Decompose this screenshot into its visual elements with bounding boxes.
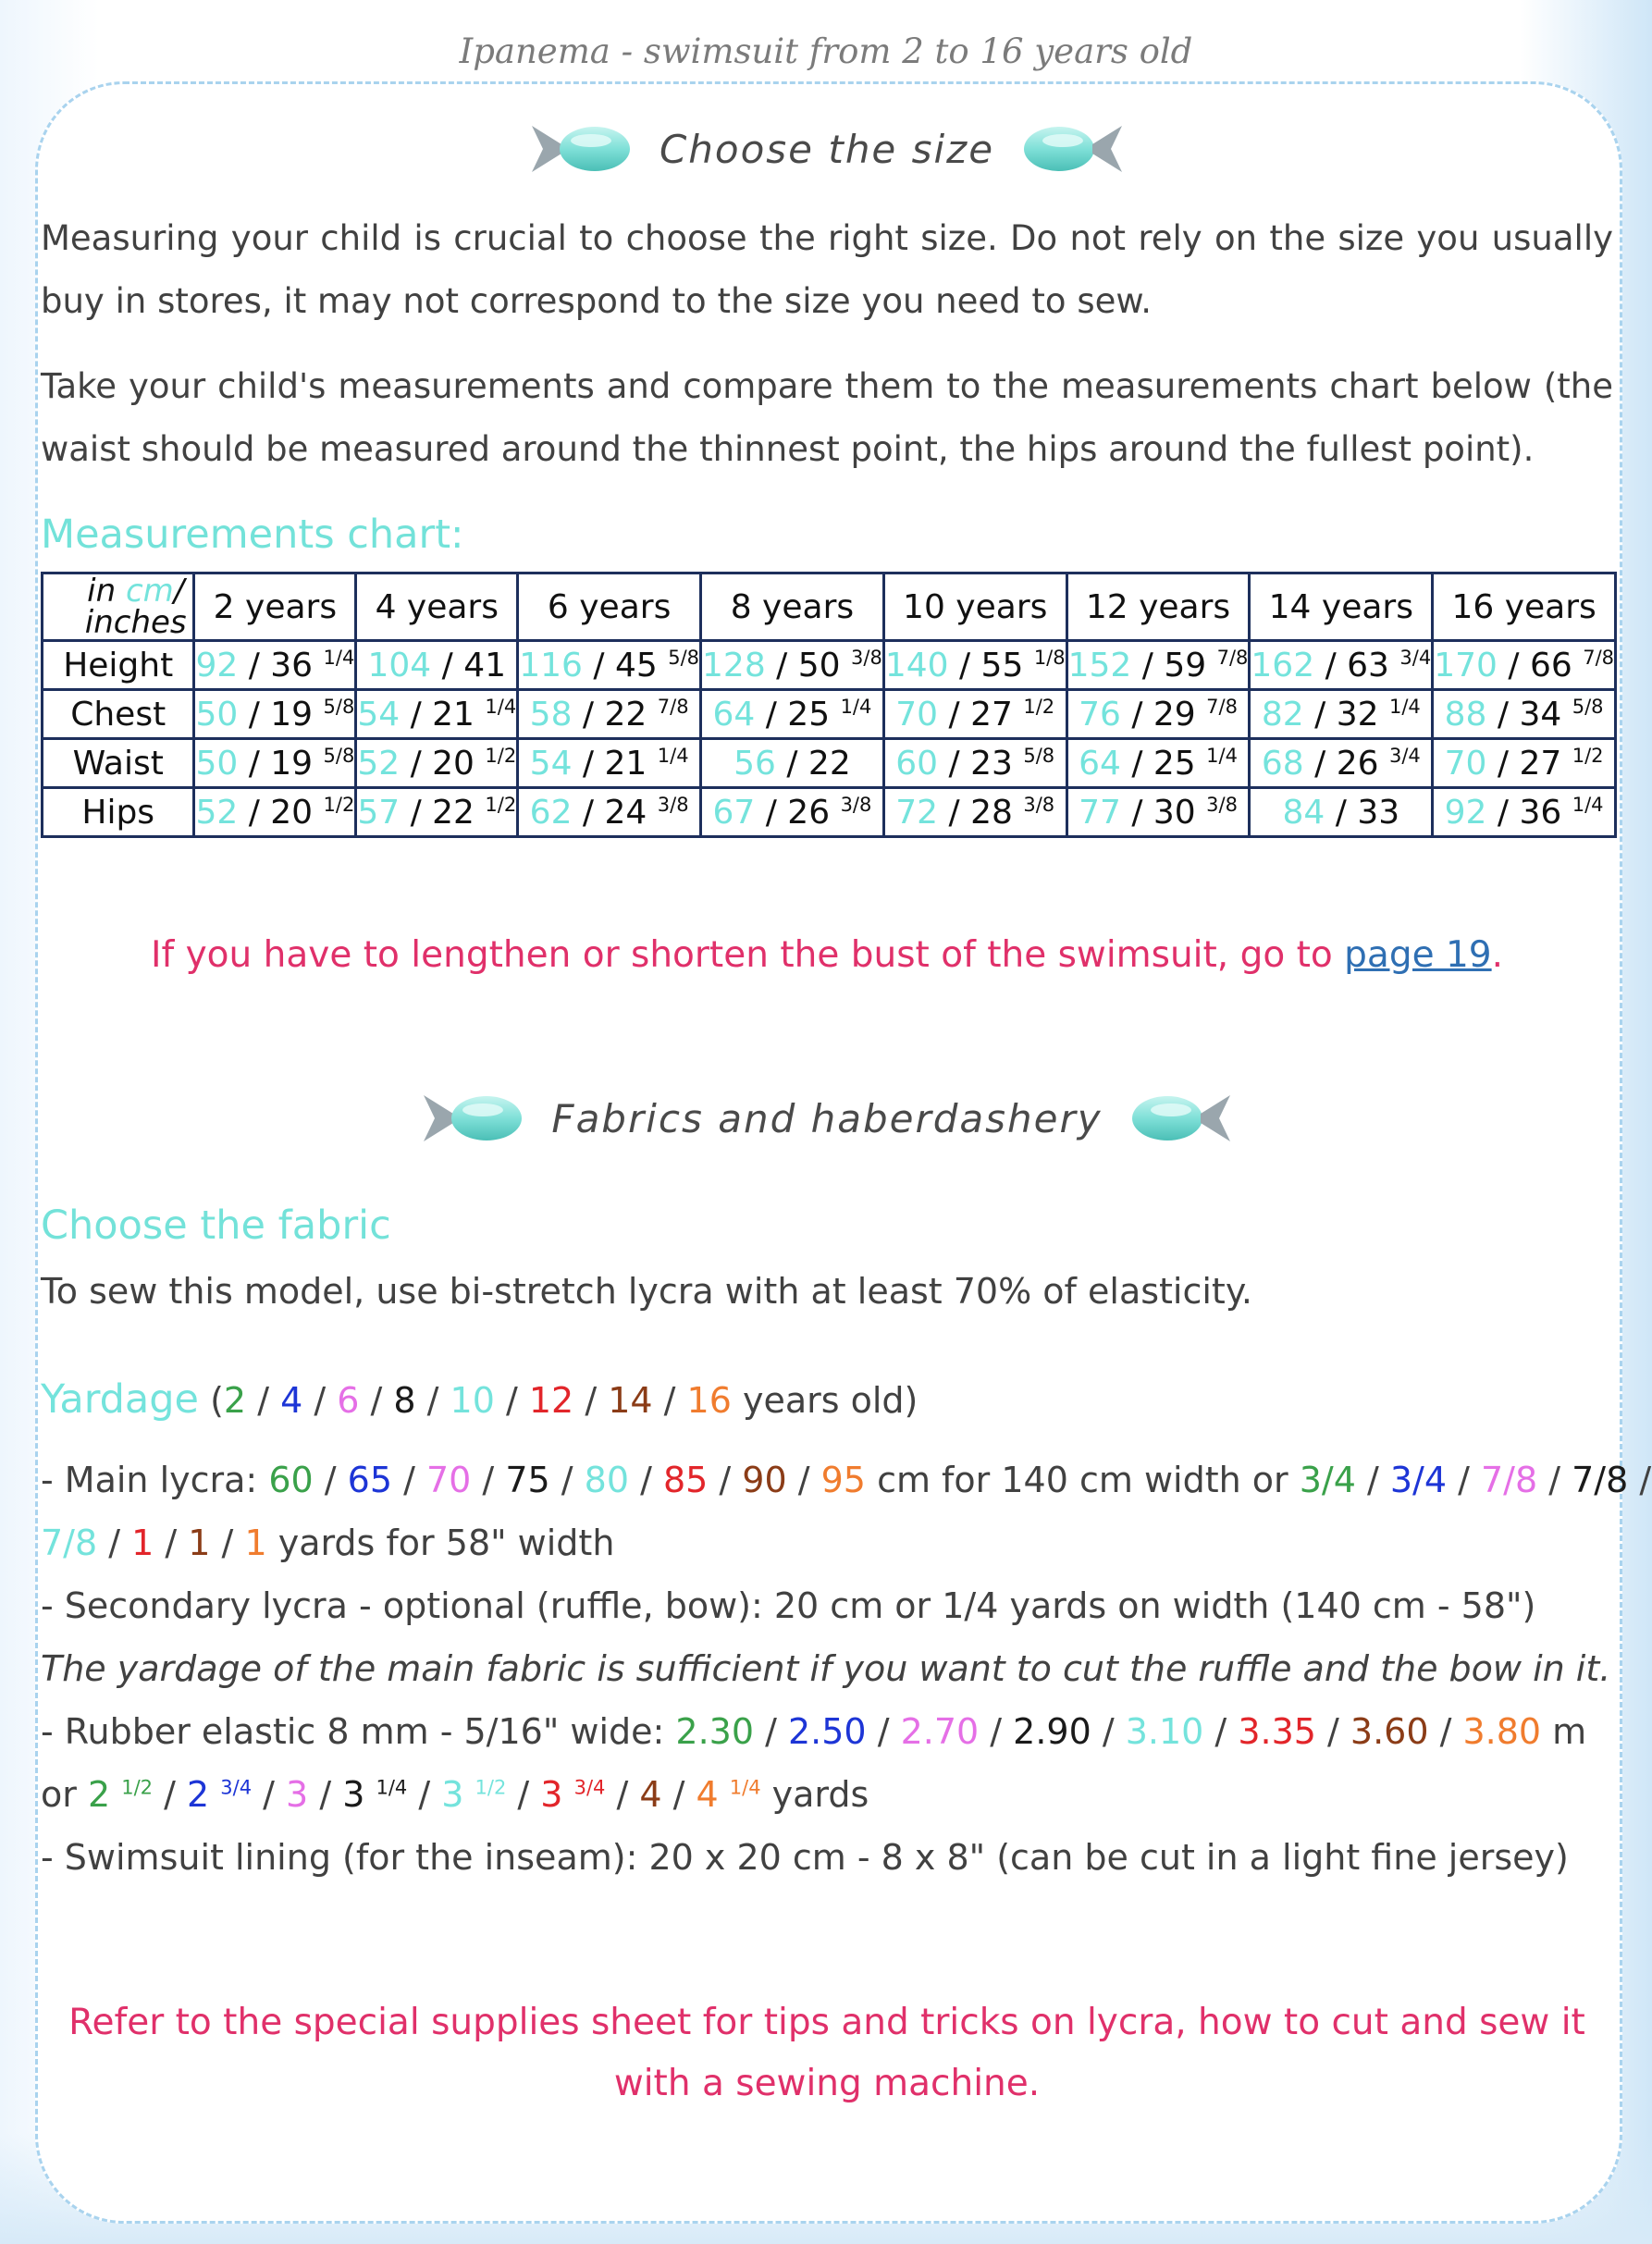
inch-fraction: 1/4: [1572, 793, 1604, 816]
age-value: 14: [608, 1380, 653, 1421]
inch-fraction: 5/8: [323, 695, 355, 718]
elastic-line: - Rubber elastic 8 mm - 5/16" wide: 2.30 / 2.50 / 2.70 / 2.90 / 3.10 / 3.35 / 3.60 / 3.80 m: [41, 1711, 1587, 1752]
secondary-lycra-line: - Secondary lycra - optional (ruffle, bow): 20 cm or 1/4 yards on width (140 cm - 58"): [41, 1585, 1536, 1626]
table-cell: 92 / 36 $^{1/4}$: [1433, 788, 1616, 837]
yard-amount: 1: [131, 1523, 154, 1563]
table-cell: 162 / 63 $^{3/4}$: [1250, 641, 1433, 690]
inch-fraction: 1/4: [323, 646, 355, 669]
cm-value: 67: [712, 793, 756, 832]
yardage-line: Yardage (2 / 4 / 6 / 8 / 10 / 12 / 14 / 16 years old): [41, 1376, 918, 1423]
cm-value: 52: [195, 793, 239, 832]
section-title-size-text: Choose the size: [659, 126, 995, 172]
measurements-paragraph: Take your child's measurements and compare them to the measurements chart below (the waist should be measured around the thinnest point, the hips around the fullest point).: [41, 366, 1613, 469]
inch-value: 27: [970, 695, 1013, 734]
cm-value: 82: [1261, 695, 1304, 734]
cm-value: 84: [1282, 793, 1325, 832]
inch-value: 27: [1519, 744, 1562, 783]
table-cell: 54 / 21 $^{1/4}$: [356, 690, 518, 739]
lining-line: - Swimsuit lining (for the inseam): 20 x 20 cm - 8 x 8" (can be cut in a light fine jersey): [41, 1837, 1569, 1878]
table-cell: 50 / 19 $^{5/8}$: [194, 739, 356, 788]
yard-amount: 1: [244, 1523, 267, 1563]
elastic-yard-whole: 2: [87, 1774, 111, 1815]
cm-value: 92: [1444, 793, 1487, 832]
table-cell: 77 / 30 $^{3/8}$: [1066, 788, 1250, 837]
cm-value: 64: [712, 695, 756, 734]
table-cell: 54 / 21 $^{1/4}$: [518, 739, 701, 788]
table-cell: 92 / 36 $^{1/4}$: [194, 641, 356, 690]
yard-amount: 7/8: [41, 1523, 98, 1563]
cm-value: 70: [895, 695, 939, 734]
inch-value: 66: [1529, 646, 1572, 684]
cm-value: 162: [1251, 646, 1315, 684]
elastic-line-2: or 2 $^{1/2}$ / 2 $^{3/4}$ / 3 / 3 $^{1/4}$ / 3 $^{1/2}$ / 3 $^{3/4}$ / 4 / 4 $^{1/4}$ yards: [41, 1774, 869, 1815]
elastic-yard-whole: 3: [441, 1774, 464, 1815]
table-cell: 67 / 26 $^{3/8}$: [701, 788, 884, 837]
main-lycra-line: - Main lycra: 60 / 65 / 70 / 75 / 80 / 85 / 90 / 95 cm for 140 cm width or 3/4 / 3/4 / 7/8 / 7/8 /: [41, 1460, 1652, 1500]
cm-amount: 90: [742, 1460, 787, 1500]
inch-value: 25: [1153, 744, 1196, 783]
inch-fraction: 3/8: [1206, 793, 1238, 816]
cm-value: 77: [1079, 793, 1121, 832]
column-header: 10 years: [883, 573, 1066, 641]
inch-fraction: 1/2: [1572, 744, 1604, 767]
cm-value: 54: [357, 695, 401, 734]
cm-value: 50: [195, 744, 239, 783]
inch-value: 24: [604, 793, 647, 832]
row-label: Hips: [43, 788, 194, 837]
cm-value: 56: [734, 744, 776, 783]
table-row: [43, 788, 1616, 837]
column-header: 14 years: [1250, 573, 1433, 641]
chart-heading: Measurements chart:: [41, 512, 464, 558]
table-row: [43, 739, 1616, 788]
cm-value: 170: [1434, 646, 1498, 684]
supplies-note: Refer to the special supplies sheet for tips and tricks on lycra, how to cut and sew it with a sewing machine.: [68, 2002, 1585, 2104]
inch-value: 22: [604, 695, 647, 734]
table-cell: 62 / 24 $^{3/8}$: [518, 788, 701, 837]
inch-fraction: 1/4: [1388, 695, 1421, 718]
table-row: [43, 690, 1616, 739]
inch-fraction: 5/8: [1572, 695, 1604, 718]
elastic-yard-whole: 3: [342, 1774, 365, 1815]
inch-value: 36: [1519, 793, 1562, 832]
table-cell: 76 / 29 $^{7/8}$: [1066, 690, 1250, 739]
cm-value: 140: [884, 646, 949, 684]
table-row: [43, 641, 1616, 690]
inch-fraction: 5/8: [323, 744, 355, 767]
yard-amount: 7/8: [1572, 1460, 1629, 1500]
page-header: Ipanema - swimsuit from 2 to 16 years old: [459, 31, 1193, 71]
main-yards-list: 3/4 / 3/4 / 7/8 / 7/8 /: [1299, 1460, 1652, 1500]
table-cell: 70 / 27 $^{1/2}$: [883, 690, 1066, 739]
inch-fraction: 3/8: [851, 646, 882, 669]
cm-amount: 70: [425, 1460, 472, 1500]
elastic-m-amount: 2.70: [900, 1711, 980, 1752]
elastic-yard-fraction: 3/4: [220, 1776, 253, 1799]
age-value: 10: [450, 1380, 495, 1421]
fabric-text: To sew this model, use bi-stretch lycra with at least 70% of elasticity.: [41, 1271, 1252, 1312]
elastic-m-amount: 2.50: [788, 1711, 867, 1752]
table-cell: 52 / 20 $^{1/2}$: [194, 788, 356, 837]
fabric-heading: Choose the fabric: [41, 1202, 391, 1249]
table-cell: 82 / 32 $^{1/4}$: [1250, 690, 1433, 739]
inch-value: 33: [1357, 793, 1400, 832]
bust-note: If you have to lengthen or shorten the bust of the swimsuit, go to page 19.: [150, 934, 1504, 976]
table-cell: 72 / 28 $^{3/8}$: [883, 788, 1066, 837]
inch-fraction: 5/8: [668, 646, 700, 669]
inch-value: 20: [432, 744, 475, 783]
inch-fraction: 1/2: [485, 744, 517, 767]
cm-value: 58: [529, 695, 573, 734]
inch-fraction: 1/2: [323, 793, 355, 816]
main-lycra-line-2: 7/8 / 1 / 1 / 1 yards for 58" width: [41, 1523, 615, 1563]
inch-fraction: 3/8: [840, 793, 872, 816]
column-header: 8 years: [701, 573, 884, 641]
inch-value: 23: [970, 744, 1013, 783]
cm-value: 104: [367, 646, 432, 684]
inch-fraction: 3/4: [1388, 744, 1421, 767]
table-cell: 116 / 45 $^{5/8}$: [518, 641, 701, 690]
inch-fraction: 1/2: [485, 793, 517, 816]
cm-value: 92: [195, 646, 239, 684]
cm-value: 76: [1079, 695, 1121, 734]
table-cell: 70 / 27 $^{1/2}$: [1433, 739, 1616, 788]
table-cell: 152 / 59 $^{7/8}$: [1066, 641, 1250, 690]
cm-value: 50: [195, 695, 239, 734]
inch-value: 29: [1153, 695, 1196, 734]
measurements-table: [41, 572, 1617, 838]
column-header: 4 years: [356, 573, 518, 641]
cm-value: 54: [529, 744, 573, 783]
inch-fraction: 7/8: [1216, 646, 1249, 669]
elastic-m-amount: 2.90: [1013, 1711, 1091, 1752]
cm-value: 152: [1067, 646, 1132, 684]
inch-fraction: 7/8: [657, 695, 689, 718]
candy-fish-left-icon: [422, 1088, 524, 1149]
age-list: 2 / 4 / 6 / 8 / 10 / 12 / 14 / 16: [223, 1380, 732, 1421]
inch-value: 22: [432, 793, 475, 832]
cm-value: 57: [357, 793, 401, 832]
table-cell: 56 / 22: [701, 739, 884, 788]
cm-value: 116: [519, 646, 583, 684]
cm-value: 62: [529, 793, 573, 832]
age-value: 6: [337, 1380, 360, 1421]
cm-value: 88: [1444, 695, 1487, 734]
elastic-yard-whole: 2: [187, 1774, 210, 1815]
elastic-yard-fraction: 1/4: [376, 1776, 408, 1799]
age-value: 2: [223, 1380, 247, 1421]
inch-value: 36: [270, 646, 314, 684]
elastic-yard-whole: 4: [696, 1774, 719, 1815]
inch-value: 22: [808, 744, 851, 783]
age-value: 8: [393, 1380, 416, 1421]
cm-value: 52: [357, 744, 401, 783]
inch-value: 34: [1519, 695, 1562, 734]
row-label: Height: [43, 641, 194, 690]
section-title-fabrics: [41, 1088, 1613, 1149]
inch-fraction: 3/8: [657, 793, 689, 816]
elastic-yards-list: 2 $^{1/2}$ / 2 $^{3/4}$ / 3 / 3 $^{1/4}$ / 3 $^{1/2}$ / 3 $^{3/4}$ / 4 / 4 $^{1/4}$: [87, 1774, 761, 1815]
inch-value: 21: [432, 695, 475, 734]
table-cell: 128 / 50 $^{3/8}$: [701, 641, 884, 690]
inch-value: 25: [787, 695, 831, 734]
inch-fraction: 1/4: [485, 695, 517, 718]
inch-value: 19: [270, 744, 314, 783]
cm-amount: 85: [662, 1460, 709, 1500]
elastic-m-amount: 3.10: [1125, 1711, 1204, 1752]
yard-amount: 3/4: [1389, 1460, 1448, 1500]
elastic-m-list: 2.30 / 2.50 / 2.70 / 2.90 / 3.10 / 3.35 / 3.60 / 3.80: [675, 1711, 1542, 1752]
table-cell: 52 / 20 $^{1/2}$: [356, 739, 518, 788]
inch-value: 50: [797, 646, 841, 684]
table-cell: 64 / 25 $^{1/4}$: [1066, 739, 1250, 788]
candy-fish-right-icon: [1022, 118, 1124, 179]
elastic-m-amount: 3.35: [1238, 1711, 1316, 1752]
table-cell: 60 / 23 $^{5/8}$: [883, 739, 1066, 788]
column-header: 16 years: [1433, 573, 1616, 641]
cm-value: 60: [895, 744, 939, 783]
inch-value: 30: [1153, 793, 1196, 832]
inch-value: 21: [604, 744, 647, 783]
measuring-paragraph: Measuring your child is crucial to choose the right size. Do not rely on the size you usually buy in stores, it may not correspond to the size you need to sew.: [41, 218, 1613, 321]
inch-fraction: 1/2: [1023, 695, 1055, 718]
table-cell: 50 / 19 $^{5/8}$: [194, 690, 356, 739]
inch-fraction: 7/8: [1206, 695, 1238, 718]
elastic-yard-whole: 3: [286, 1774, 309, 1815]
inch-value: 59: [1164, 646, 1207, 684]
column-header: 6 years: [518, 573, 701, 641]
elastic-m-amount: 3.80: [1462, 1711, 1542, 1752]
table-body: [43, 641, 1616, 837]
cm-amount: 80: [584, 1460, 629, 1500]
inch-fraction: 5/8: [1023, 744, 1055, 767]
inch-fraction: 1/4: [840, 695, 872, 718]
inch-value: 45: [614, 646, 658, 684]
main-yards-list-cont: 7/8 / 1 / 1 / 1: [41, 1523, 267, 1563]
table-cell: 170 / 66 $^{7/8}$: [1433, 641, 1616, 690]
cm-value: 70: [1444, 744, 1487, 783]
column-header: 2 years: [194, 573, 356, 641]
inch-value: 20: [270, 793, 314, 832]
inch-value: 19: [270, 695, 314, 734]
cm-amount: 95: [820, 1460, 866, 1500]
candy-fish-right-icon: [1130, 1088, 1232, 1149]
cm-value: 72: [895, 793, 939, 832]
table-cell: 84 / 33: [1250, 788, 1433, 837]
cm-value: 68: [1261, 744, 1304, 783]
yard-amount: 3/4: [1299, 1460, 1356, 1500]
elastic-yard-fraction: 1/2: [475, 1776, 507, 1799]
elastic-m-amount: 3.60: [1350, 1711, 1429, 1752]
inch-value: 28: [970, 793, 1013, 832]
table-cell: 104 / 41: [356, 641, 518, 690]
yardage-note: The yardage of the main fabric is sufficient if you want to cut the ruffle and the bow in it.: [41, 1648, 1611, 1689]
inch-value: 63: [1347, 646, 1389, 684]
elastic-m-amount: 2.30: [675, 1711, 755, 1752]
inch-value: 26: [787, 793, 831, 832]
elastic-yard-fraction: 1/4: [729, 1776, 761, 1799]
inch-fraction: 3/4: [1399, 646, 1432, 669]
column-header: 12 years: [1066, 573, 1250, 641]
inch-value: 55: [980, 646, 1024, 684]
inch-value: 41: [463, 646, 507, 684]
table-cell: 57 / 22 $^{1/2}$: [356, 788, 518, 837]
age-value: 4: [280, 1380, 303, 1421]
cm-amount: 75: [505, 1460, 550, 1500]
table-cell: 68 / 26 $^{3/4}$: [1250, 739, 1433, 788]
table-header-row: [43, 573, 1616, 641]
table-cell: 140 / 55 $^{1/8}$: [883, 641, 1066, 690]
yard-amount: 1: [188, 1523, 211, 1563]
row-label: Chest: [43, 690, 194, 739]
main-cm-list: 60 / 65 / 70 / 75 / 80 / 85 / 90 / 95: [268, 1460, 866, 1500]
table-cell: 58 / 22 $^{7/8}$: [518, 690, 701, 739]
inch-fraction: 1/4: [1206, 744, 1238, 767]
inch-value: 32: [1336, 695, 1379, 734]
section-title-size: [41, 118, 1613, 179]
table-corner: in cm/ inches: [43, 573, 194, 641]
inch-fraction: 3/8: [1023, 793, 1055, 816]
row-label: Waist: [43, 739, 194, 788]
elastic-yard-fraction: 1/2: [121, 1776, 154, 1799]
table-cell: 64 / 25 $^{1/4}$: [701, 690, 884, 739]
candy-fish-left-icon: [530, 118, 632, 179]
cm-value: 128: [702, 646, 766, 684]
age-value: 12: [528, 1380, 574, 1421]
inch-fraction: 1/4: [657, 744, 689, 767]
yard-amount: 7/8: [1481, 1460, 1538, 1500]
inch-fraction: 7/8: [1583, 646, 1614, 669]
yardage-label: Yardage: [41, 1376, 200, 1423]
inch-value: 26: [1336, 744, 1379, 783]
inch-fraction: 1/8: [1033, 646, 1066, 669]
table-cell: 88 / 34 $^{5/8}$: [1433, 690, 1616, 739]
elastic-yard-whole: 3: [540, 1774, 563, 1815]
cm-amount: 60: [268, 1460, 314, 1500]
cm-amount: 65: [347, 1460, 393, 1500]
page-19-link[interactable]: page 19: [1344, 934, 1492, 976]
age-value: 16: [686, 1380, 732, 1421]
elastic-yard-fraction: 3/4: [573, 1776, 606, 1799]
cm-value: 64: [1079, 744, 1121, 783]
elastic-yard-whole: 4: [639, 1774, 662, 1815]
section-title-fabrics-text: Fabrics and haberdashery: [551, 1095, 1103, 1141]
